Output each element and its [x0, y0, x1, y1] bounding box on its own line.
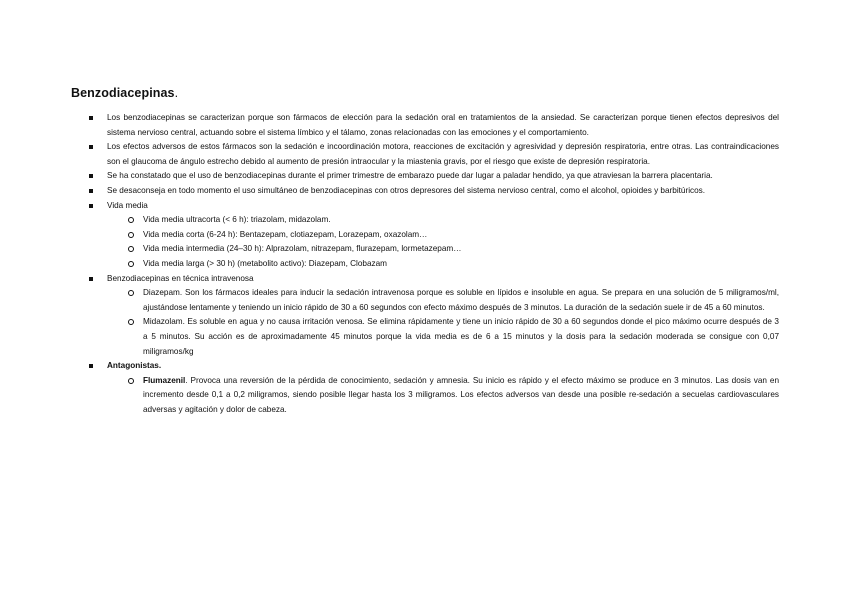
sub-item-text: Diazepam. Son los fármacos ideales para inducir la sedación intravenosa porque es soluble en lípidos e insoluble en agua. Se prepara en una solución de 5 miligramos/ml, ajustándose lentamente y teniendo un inicio rápido de 30 a 60 segundos con efecto máximo después de 3 minutos. La duración de la sedación suele ir de 45 a 60 minutos.	[143, 288, 779, 312]
sub-item	[89, 315, 779, 359]
bullet-item-vida-media	[89, 199, 779, 214]
content-body	[89, 111, 779, 417]
bullet-item	[89, 169, 779, 184]
square-bullet-icon	[89, 277, 93, 281]
circle-bullet-icon	[128, 290, 134, 296]
bullet-text: Los benzodiacepinas se caracterizan porque son fármacos de elección para la sedación oral en tratamientos de la ansiedad. Se caracterizan porque tienen efectos depresivos del sistema nervioso central, actuando sobre el sistema límbico y el tálamo, zonas relacionadas con las emociones y el comportamiento.	[107, 113, 779, 137]
square-bullet-icon	[89, 174, 93, 178]
title-suffix: .	[174, 86, 179, 100]
sub-item-text: Vida media intermedia (24–30 h): Alprazolam, nitrazepam, flurazepam, lormetazepam…	[143, 244, 462, 254]
sub-item	[89, 374, 779, 418]
sub-item-text: . Provoca una reversión de la pérdida de conocimiento, sedación y amnesia. Su inicio es rápido y el efecto máximo se produce en 3 minutos. Las dosis van en incremento desde 0,1 a 0,2 miligramos, siendo posible llegar hasta los 3 miligramos. Los efectos adversos van desde una posible re-sedación a secuelas cardiovasculares adversas y agitación y dolor de cabeza.	[143, 375, 779, 414]
page-title	[71, 86, 178, 100]
sub-item	[89, 286, 779, 315]
bullet-item-antagonistas	[89, 359, 779, 374]
sub-item	[89, 242, 779, 257]
sub-item	[89, 228, 779, 243]
bullet-text: Se ha constatado que el uso de benzodiacepinas durante el primer trimestre de embarazo puede dar lugar a paladar hendido, ya que atraviesan la barrera placentaria.	[107, 171, 713, 181]
sub-item-text: Midazolam. Es soluble en agua y no causa irritación venosa. Se elimina rápidamente y tiene un inicio rápido de 30 a 60 segundos donde el pico máximo ocurre después de 3 a 5 minutos. Su acción es de aproximadamente 45 minutos porque la vida media es de 6 a 15 minutos y la dosis para la sedación moderada se consigue con 0,07 miligramos/kg	[143, 317, 779, 356]
bullet-text: Antagonistas.	[107, 361, 162, 371]
circle-bullet-icon	[128, 232, 134, 238]
sub-item-text: Vida media larga (> 30 h) (metabolito activo): Diazepam, Clobazam	[143, 258, 387, 268]
circle-bullet-icon	[128, 246, 134, 252]
title-text: Benzodiacepinas	[71, 86, 175, 100]
bullet-item-intravenosa	[89, 272, 779, 287]
bullet-item	[89, 184, 779, 199]
square-bullet-icon	[89, 204, 93, 208]
sub-item	[89, 257, 779, 272]
bullet-text: Benzodiacepinas en técnica intravenosa	[107, 273, 254, 283]
bullet-text: Los efectos adversos de estos fármacos son la sedación e incoordinación motora, reacciones de excitación y agresividad y depresión respiratoria, entre otras. Las contraindicaciones son el glaucoma de ángulo estrecho debido al aumento de presión intraocular y la miastenia gravis, por el riesgo que existe de depresión respiratoria.	[107, 142, 779, 166]
sub-item	[89, 213, 779, 228]
circle-bullet-icon	[128, 217, 134, 223]
square-bullet-icon	[89, 145, 93, 149]
circle-bullet-icon	[128, 261, 134, 267]
bullet-text: Se desaconseja en todo momento el uso simultáneo de benzodiacepinas con otros depresores del sistema nervioso central, como el alcohol, opioides y barbitúricos.	[107, 185, 706, 195]
bullet-item	[89, 140, 779, 169]
circle-bullet-icon	[128, 319, 134, 325]
square-bullet-icon	[89, 116, 93, 120]
square-bullet-icon	[89, 364, 93, 368]
drug-name: Flumazenil	[143, 375, 186, 385]
bullet-item	[89, 111, 779, 140]
square-bullet-icon	[89, 189, 93, 193]
sub-item-text: Vida media corta (6-24 h): Bentazepam, clotiazepam, Lorazepam, oxazolam…	[143, 229, 428, 239]
bullet-text: Vida media	[107, 200, 148, 210]
sub-item-text: Vida media ultracorta (< 6 h): triazolam, midazolam.	[143, 215, 331, 225]
circle-bullet-icon	[128, 378, 134, 384]
